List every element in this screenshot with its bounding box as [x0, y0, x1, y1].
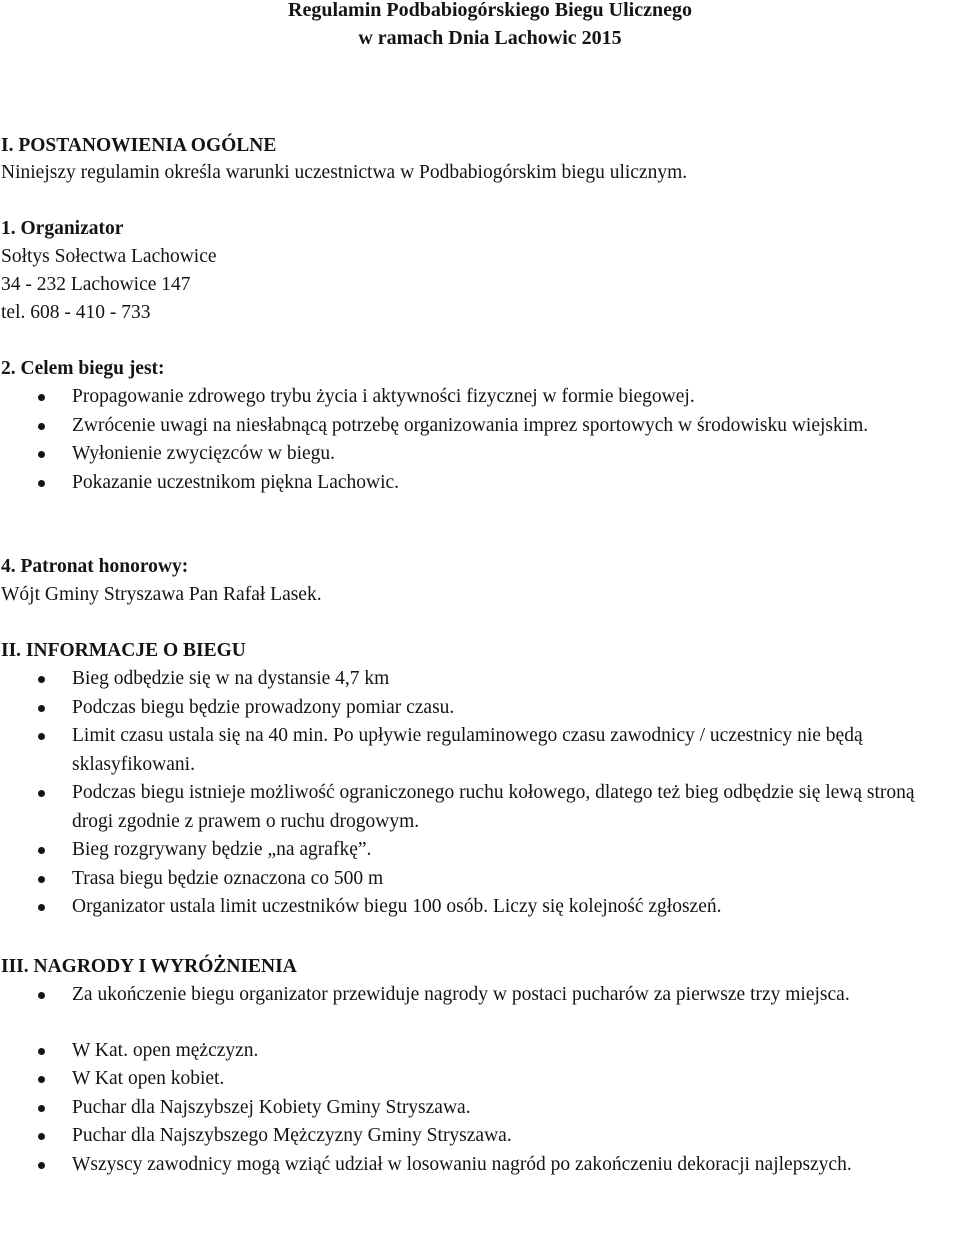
goals-list: [0, 383, 960, 497]
list-item: Wyłonienie zwycięzców w biegu.: [0, 440, 960, 469]
list-item: Propagowanie zdrowego trybu życia i aktywności fizycznej w formie biegowej.: [0, 383, 960, 412]
list-item: Bieg odbędzie się w na dystansie 4,7 km: [0, 665, 960, 694]
section2-list: [0, 665, 960, 922]
list-item: Organizator ustala limit uczestników biegu 100 osób. Liczy się kolejność zgłoszeń.: [0, 893, 960, 922]
list-item: W Kat. open mężczyzn.: [0, 1037, 960, 1066]
list-item: Wszyscy zawodnicy mogą wziąć udział w losowaniu nagród po zakończeniu dekoracji najlepszych.: [0, 1151, 960, 1180]
document-title-line2: w ramach Dnia Lachowic 2015: [358, 27, 622, 49]
organizer-address: 34 - 232 Lachowice 147: [1, 274, 191, 295]
patron-text: Wójt Gminy Stryszawa Pan Rafał Lasek.: [1, 584, 322, 605]
list-item: Bieg rozgrywany będzie „na agrafkę”.: [0, 836, 960, 865]
list-item: Podczas biegu będzie prowadzony pomiar czasu.: [0, 694, 960, 723]
section1-heading: I. POSTANOWIENIA OGÓLNE: [1, 135, 277, 156]
list-item: Podczas biegu istnieje możliwość ograniczonego ruchu kołowego, dlatego też bieg odbędzie się lewą stroną drogi zgodnie z prawem o ruchu drogowym.: [0, 779, 960, 836]
organizer-heading: 1. Organizator: [1, 218, 124, 239]
goals-heading: 2. Celem biegu jest:: [1, 358, 165, 379]
list-item: Puchar dla Najszybszej Kobiety Gminy Stryszawa.: [0, 1094, 960, 1123]
list-item: Trasa biegu będzie oznaczona co 500 m: [0, 865, 960, 894]
list-item: Limit czasu ustala się na 40 min. Po upływie regulaminowego czasu zawodnicy / uczestnicy nie będą sklasyfikowani.: [0, 722, 960, 779]
list-item: Puchar dla Najszybszego Mężczyzny Gminy Stryszawa.: [0, 1122, 960, 1151]
organizer-name: Sołtys Sołectwa Lachowice: [1, 246, 217, 267]
patron-heading: 4. Patronat honorowy:: [1, 556, 189, 577]
list-item: W Kat open kobiet.: [0, 1065, 960, 1094]
list-item: Pokazanie uczestnikom piękna Lachowic.: [0, 469, 960, 498]
document-title-line1: Regulamin Podbabiogórskiego Biegu Ulicznego: [288, 0, 692, 21]
section1-intro: Niniejszy regulamin określa warunki uczestnictwa w Podbabiogórskim biegu ulicznym.: [1, 162, 688, 183]
list-item: Za ukończenie biegu organizator przewiduje nagrody w postaci pucharów za pierwsze trzy miejsca.: [0, 981, 960, 1010]
section2-heading: II. INFORMACJE O BIEGU: [1, 640, 246, 661]
spacer: [0, 1010, 960, 1037]
section3-heading: III. NAGRODY I WYRÓŻNIENIA: [1, 956, 297, 977]
list-item: Zwrócenie uwagi na niesłabnącą potrzebę organizowania imprez sportowych w środowisku wiejskim.: [0, 412, 960, 441]
section3-list: [0, 981, 960, 1179]
organizer-phone: tel. 608 - 410 - 733: [1, 302, 151, 323]
